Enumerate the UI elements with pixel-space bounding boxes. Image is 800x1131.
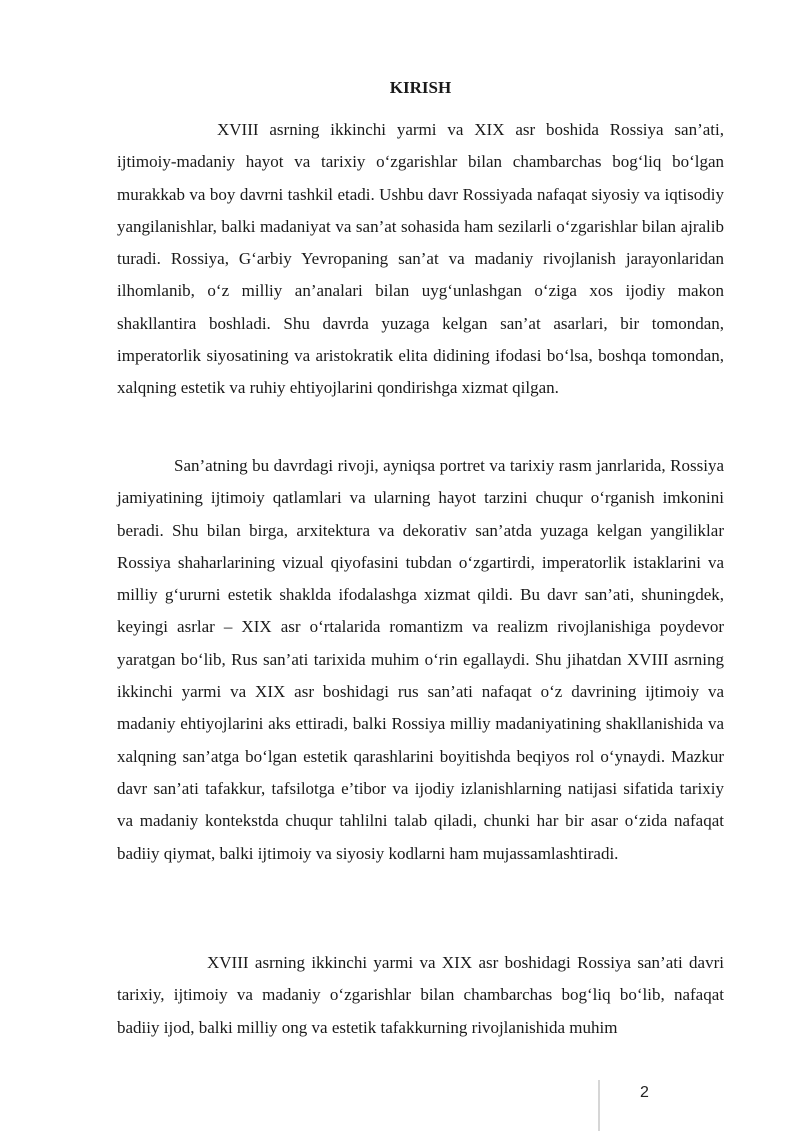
page-number-divider bbox=[598, 1080, 600, 1131]
section-heading: KIRISH bbox=[389, 78, 452, 97]
page-number: 2 bbox=[640, 1084, 649, 1101]
paragraph-1: XVIII asrning ikkinchi yarmi va XIX asr boshida Rossiya san’ati, ijtimoiy-madaniy hayot va tarixiy o‘zgarishlar bilan chambarchas bog‘liq bo‘lgan murakkab va boy davrni tashkil etadi. Ushbu davr Rossiyada nafaqat siyosiy va iqtisodiy yangilanishlar, balki madaniyat va san’at sohasida ham sezilarli o‘zgarishlar bilan ajralib turadi. Rossiya, G‘arbiy Yevropaning san’at va madaniy rivojlanish jarayonlaridan ilhomlanib, o‘z milliy an’analari bilan uyg‘unlashgan o‘ziga xos ijodiy makon shakllantira boshladi. Shu davrda yuzaga kelgan san’at asarlari, bir tomondan, imperatorlik siyosatining va aristokratik elita didining ifodasi bo‘lsa, boshqa tomondan, xalqning estetik va ruhiy ehtiyojlarini qondirishga xizmat qilgan. bbox=[117, 120, 724, 398]
paragraph-3: XVIII asrning ikkinchi yarmi va XIX asr boshidagi Rossiya san’ati davri tarixiy, ijtimoiy va madaniy o‘zgarishlar bilan chambarchas bog‘liq bo‘lib, nafaqat badiiy ijod, balki milliy ong va estetik tafakkurning rivojlanishida muhim bbox=[117, 953, 724, 1037]
paragraph-2: San’atning bu davrdagi rivoji, ayniqsa portret va tarixiy rasm janrlarida, Rossiya jamiyatining ijtimoiy qatlamlari va ularning hayot tarzini chuqur o‘rganish imkonini beradi. Shu bilan birga, arxitektura va dekorativ san’atda yuzaga kelgan yangiliklar Rossiya shaharlarining vizual qiyofasini tubdan o‘zgartirdi, imperatorlik istaklarini va milliy g‘ururni estetik shaklda ifodalashga xizmat qildi. Bu davr san’ati, shuningdek, keyingi asrlar – XIX asr o‘rtalarida romantizm va realizm rivojlanishiga poydevor yaratgan bo‘lib, Rus san’ati tarixida muhim o‘rin egallaydi. Shu jihatdan XVIII asrning ikkinchi yarmi va XIX asr boshidagi rus san’ati nafaqat o‘z davrining ijtimoiy va madaniy ehtiyojlarini aks ettiradi, balki Rossiya milliy madaniyatining shakllanishida va xalqning san’atga bo‘lgan estetik qarashlarini boyitishda beqiyos rol o‘ynaydi. Mazkur davr san’ati tafakkur, tafsilotga e’tibor va ijodiy izlanishlarning natijasi sifatida tarixiy va madaniy kontekstda chuqur tahlilni talab qiladi, chunki har bir asar o‘zida nafaqat badiiy qiymat, balki ijtimoiy va siyosiy kodlarni ham mujassamlashtiradi. bbox=[117, 456, 724, 863]
